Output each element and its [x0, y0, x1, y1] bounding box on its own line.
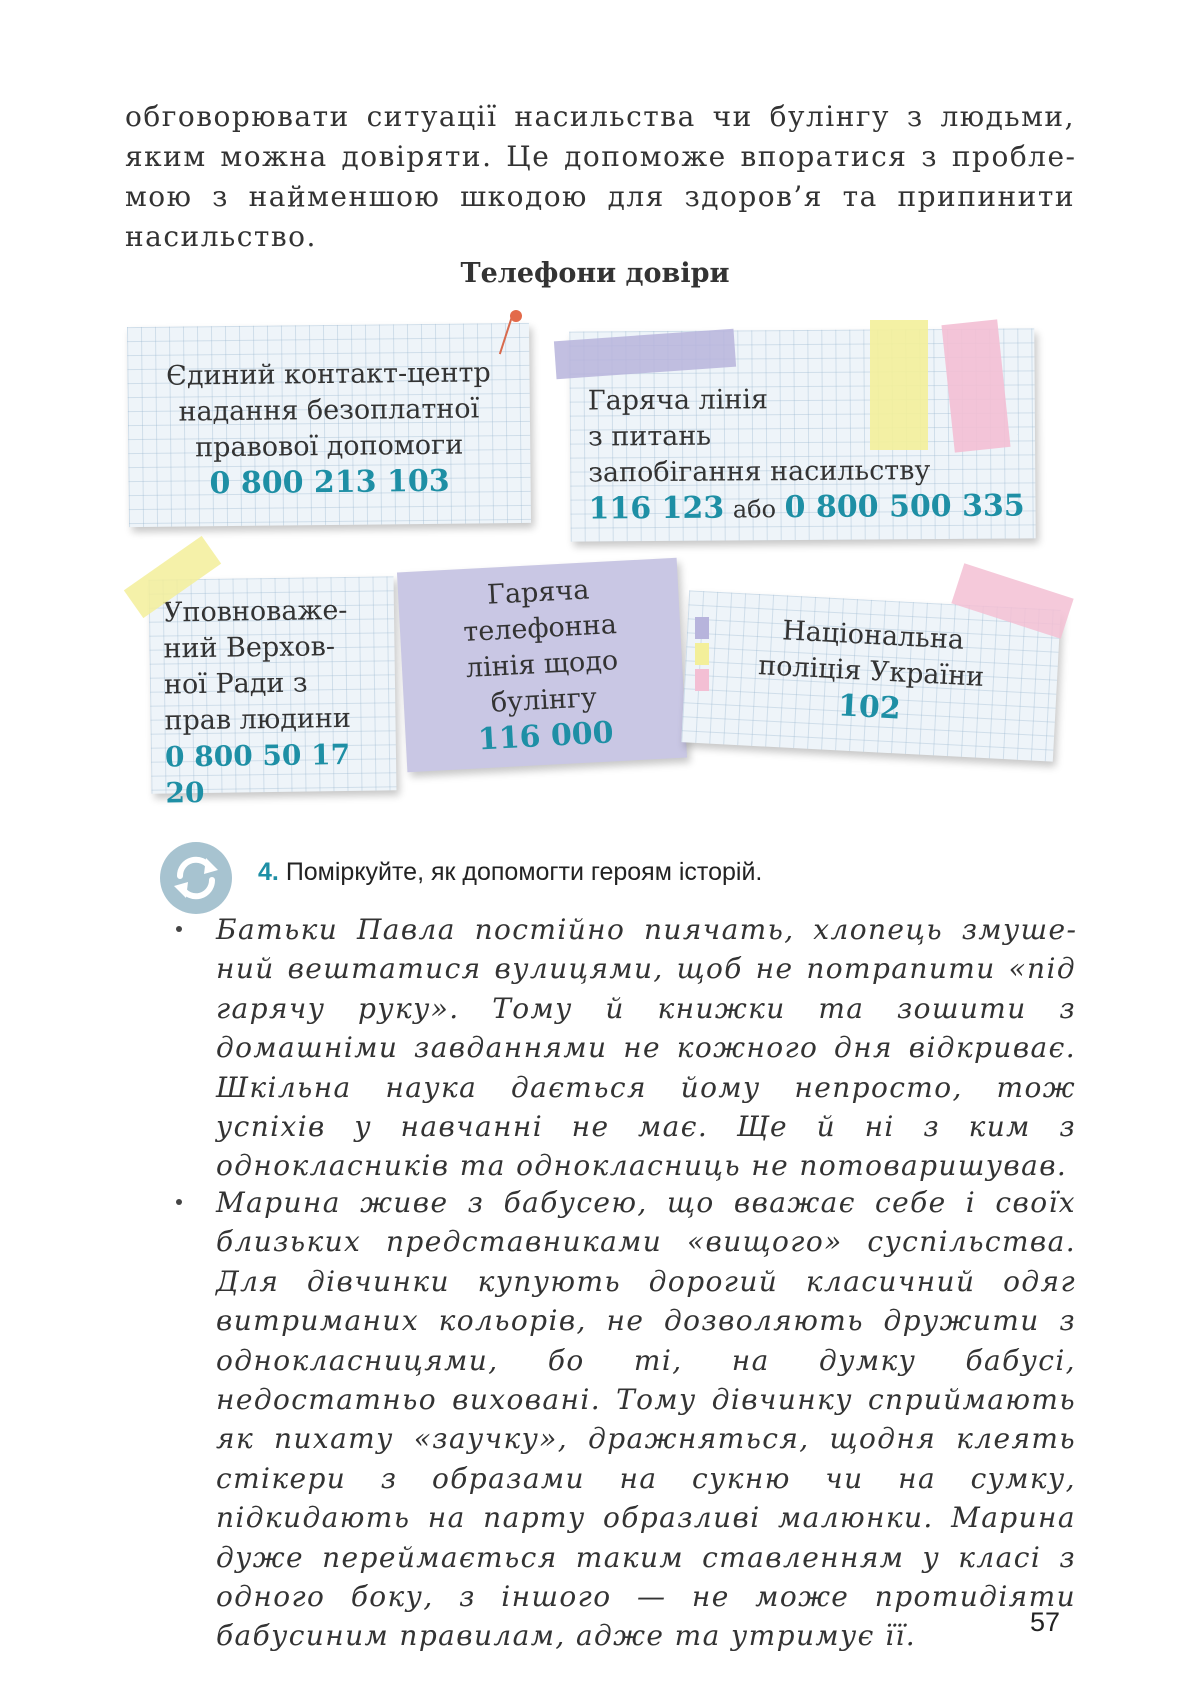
page-number: 57 [1030, 1607, 1061, 1637]
tape-yellow [870, 320, 928, 450]
card-line: ної Ради з [163, 667, 308, 701]
bullet-icon [176, 926, 182, 932]
phone-number: 0 800 213 103 [209, 463, 450, 502]
card-ombudsman [149, 576, 397, 810]
card-line: Національна [781, 615, 965, 656]
card-line: поліція України [757, 650, 985, 693]
card-legal-aid [127, 323, 531, 527]
phone-number: 0 800 500 335 [784, 488, 1025, 526]
bullet-icon [176, 1199, 182, 1205]
story-text: Марина живе з бабусею, що вважає себе і своїх близьких представниками «вищого» суспільства. Для дівчинки купують дорогий класичний одяг витриманих кольорів, не дозволяють дружити з однокласницями, бо ті, на думку бабусі, недостатньо виховані. Тому дівчинку сприймають як пихату «заучку», дражняться, щодня клеять стікери з образами на сукню чи на сумку, підкидають на парту образливі малюнки. Марина дуже переймається таким ставленням у класі з одного боку, з іншого — не може протидіяти бабусиним правилам, адже та утримує її. [216, 1186, 1076, 1653]
card-line: з питань [587, 420, 712, 453]
card-line: прав людини [164, 702, 352, 737]
refresh-arrows-icon [160, 842, 232, 914]
intro-paragraph: обговорювати ситуації насильства чи булінгу з людьми, яким можна довіряти. Це допоможе впоратися з проблемою з найменшою шкодою для здоров’я та припинити насильство. [125, 100, 1075, 253]
card-ombudsman-text [163, 592, 394, 811]
card-line: Єдиний контакт-центр [166, 357, 491, 392]
card-line: булінгу [490, 682, 598, 719]
card-line: правової допомоги [195, 429, 464, 464]
card-bullying-text [397, 568, 686, 762]
card-line: Гаряча [486, 574, 591, 611]
card-bullying [397, 558, 687, 772]
task-text: Поміркуйте, як допомогти героям історій. [285, 858, 763, 886]
task-prompt [258, 858, 762, 887]
card-line: телефонна [462, 609, 618, 649]
card-line: запобігання насильству [588, 455, 931, 489]
story-text: Батьки Павла постійно пиячать, хлопець змушений вештатися вулицями, щоб не потрапити «під гарячу руку». Тому й книжки та зошити з домашніми завданнями не кожного дня відкриває. Шкільна наука дається йому непросто, тож успіхів у навчанні не має. Ще й ні з ким з однокласників та однокласниць не потоваришував. [216, 913, 1076, 1183]
card-police-text [683, 608, 1060, 735]
phone-numbers-row [588, 488, 1028, 528]
phone-number: 116 123 [588, 490, 725, 527]
task-number: 4. [258, 858, 279, 886]
card-line: лінія щодо [465, 645, 619, 684]
card-line: Гаряча лінія [587, 384, 769, 417]
card-legal-aid-text [127, 355, 530, 503]
phone-number: 116 000 [477, 715, 615, 758]
section-title: Телефони довіри [460, 258, 730, 289]
joiner-word: або [732, 495, 777, 524]
phone-number: 0 800 50 17 20 [164, 737, 351, 810]
card-line: ний Верхов- [163, 631, 336, 665]
card-line: надання безоплатної [178, 393, 480, 428]
card-line: Уповноваже- [162, 594, 348, 629]
phone-number: 102 [837, 688, 902, 727]
